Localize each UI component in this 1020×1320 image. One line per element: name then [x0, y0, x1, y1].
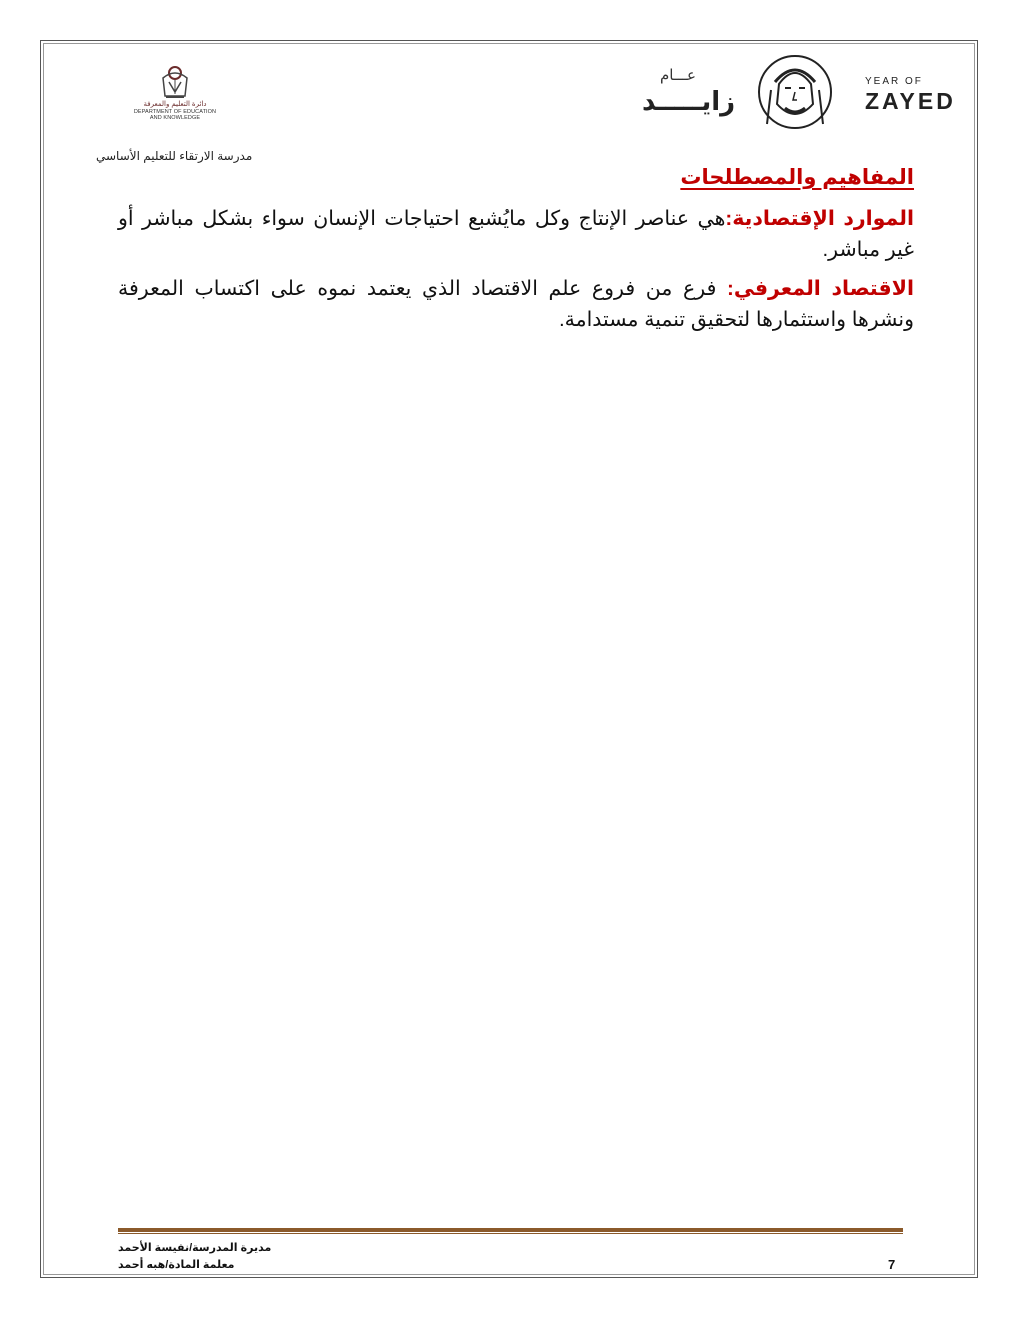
footer-principal: مديرة المدرسة/نفيسة الأحمد: [118, 1242, 272, 1254]
dept-arabic-name: دائرة التعليم والمعرفة: [143, 101, 207, 108]
definition-text: فرع من فروع علم الاقتصاد الذي يعتمد نموه على اكتساب المعرفة ونشرها واستثمارها لتحقيق تنمية مستدامة.: [118, 277, 914, 331]
definition-term: الموارد الإقتصادية:: [725, 207, 914, 230]
definition-knowledge-economy: [118, 273, 914, 335]
main-content: [118, 163, 914, 343]
zayed-english-main: ZAYED: [865, 88, 956, 114]
zayed-arabic-small: عـــام: [660, 67, 696, 84]
definition-text: هي عناصر الإنتاج وكل مايُشبع احتياجات الإنسان سواء بشكل مباشر أو غير مباشر.: [118, 207, 914, 261]
dept-education-logo: [120, 64, 230, 134]
footer-divider: [118, 1228, 903, 1234]
emblem-icon: [155, 64, 195, 100]
zayed-portrait-icon: [753, 54, 837, 130]
zayed-arabic-main: زايـــــد: [642, 86, 736, 116]
page-number: 7: [888, 1257, 896, 1272]
definition-term: الاقتصاد المعرفي:: [727, 277, 914, 300]
school-name: مدرسة الارتقاء للتعليم الأساسي: [96, 149, 253, 163]
section-title: المفاهيم والمصطلحات: [680, 166, 914, 189]
definition-economic-resources: [118, 203, 914, 265]
zayed-english-small: YEAR OF: [865, 76, 923, 87]
year-of-zayed-logo: [640, 52, 962, 132]
dept-english-line2: AND KNOWLEDGE: [149, 115, 201, 121]
footer-teacher: معلمة المادة/هبه أحمد: [118, 1259, 235, 1271]
dept-english-line1: DEPARTMENT OF EDUCATION: [133, 109, 217, 115]
